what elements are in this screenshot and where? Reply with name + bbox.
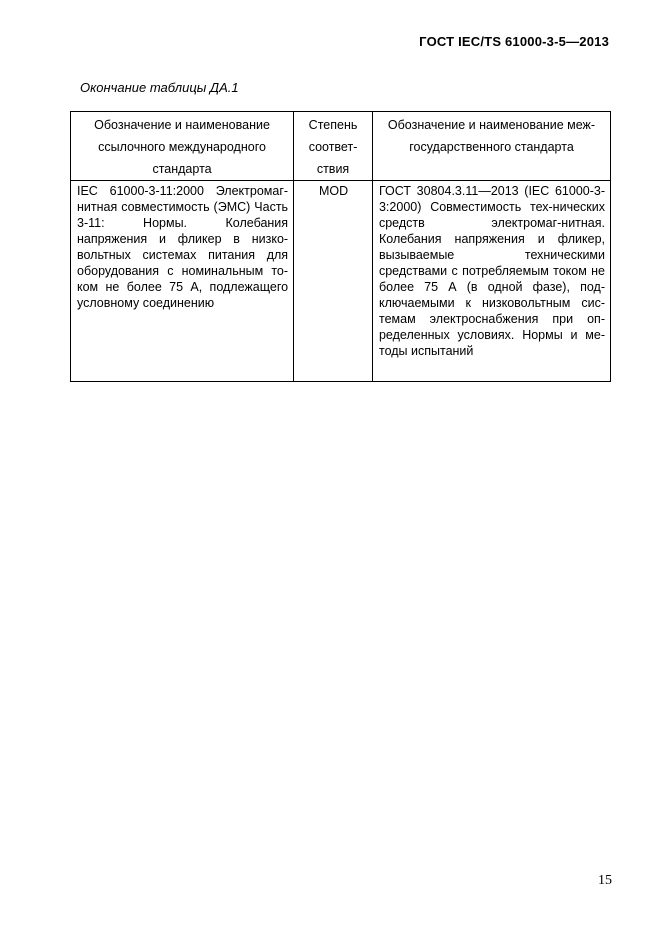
- cell-international-standard: [71, 181, 294, 382]
- column-header-interstate-standard: Обозначение и наименование меж-государственного стандарта: [372, 112, 610, 181]
- cell-interstate-standard: [372, 181, 610, 382]
- interstate-standard-text: ГОСТ 30804.3.11—2013 (IEC 61000-3-3:2000) Совместимость тех-нических средств электромаг-нитная. Колебания напряжения и фликер, вызываемые техническими средствами с потребляемым током не более 75 А (в одной фазе), под-ключаемыми к низковольтным сис-темам электроснабжения при оп-ределенных условиях. Нормы и ме-тоды испытаний: [378, 184, 605, 358]
- document-code-header: ГОСТ IEC/TS 61000-3-5—2013: [419, 34, 609, 49]
- table-header-row: [71, 112, 611, 181]
- page-number: 15: [598, 873, 612, 888]
- column-header-international-standard: Обозначение и наименование ссылочного международного стандарта: [71, 112, 294, 181]
- international-standard-text: IEC 61000-3-11:2000 Электромаг-нитная совместимость (ЭМС) Часть 3-11: Нормы. Колебания напряжения и фликер в низко-вольтных системах питания для оборудования с номинальным то-ком не более 75 А, подлежащего условному соединению: [77, 184, 289, 310]
- table-row: [71, 181, 611, 382]
- table-caption: Окончание таблицы ДА.1: [80, 80, 239, 95]
- standards-correspondence-table: [70, 111, 611, 382]
- cell-degree-of-compliance: MOD: [294, 181, 373, 382]
- column-header-degree-of-compliance: Степень соответ-ствия: [294, 112, 373, 181]
